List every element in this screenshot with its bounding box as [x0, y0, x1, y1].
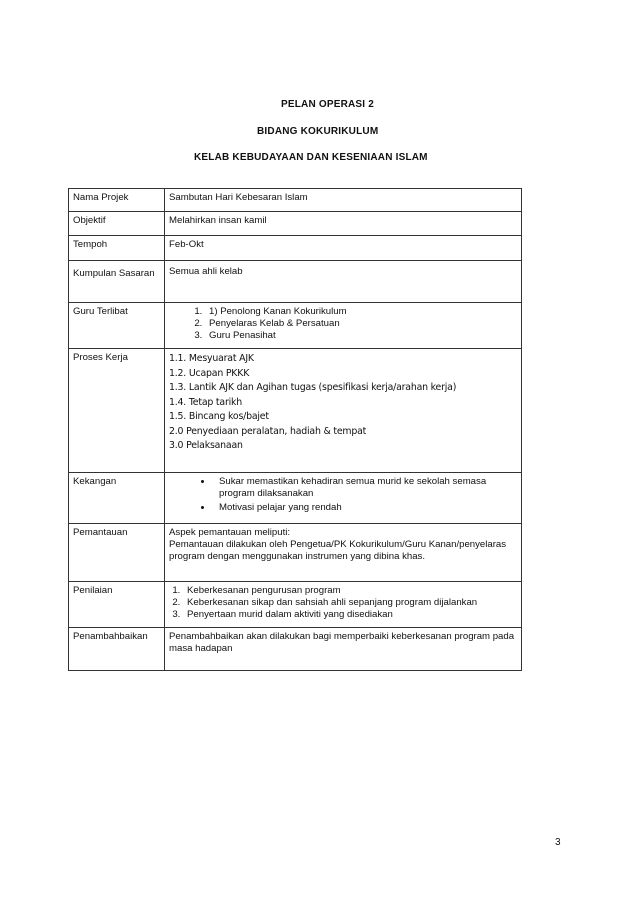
list-item: 2. Keberkesanan sikap dan sahsiah ahli sepanjang program dijalankan: [183, 597, 517, 609]
heading-field: BIDANG KOKURIKULUM: [257, 126, 379, 137]
penilaian-list: [169, 585, 517, 621]
row-nama-projek: [69, 189, 522, 212]
heading-club: KELAB KEBUDAYAAN DAN KESENIAAN ISLAM: [194, 152, 428, 163]
list-item: 1.5. Bincang kos/bajet: [169, 411, 269, 422]
list-item: • Sukar memastikan kehadiran semua murid ke sekolah semasa program dilaksanakan: [213, 476, 517, 500]
label-kumpulan-sasaran: Kumpulan Sasaran: [69, 261, 165, 303]
list-item: 1.4. Tetap tarikh: [169, 396, 242, 408]
row-guru-terlibat: [69, 303, 522, 349]
list-item: • Motivasi pelajar yang rendah: [213, 502, 517, 514]
row-tempoh: [69, 236, 522, 261]
value-objektif: Melahirkan insan kamil: [165, 212, 522, 236]
list-item: 1.1. Mesyuarat AJK: [169, 353, 254, 364]
label-kekangan: Kekangan: [69, 473, 165, 524]
label-proses-kerja: Proses Kerja: [69, 349, 165, 473]
row-kekangan: [69, 473, 522, 524]
pemantauan-description: Pemantauan dilakukan oleh Pengetua/PK Kokurikulum/Guru Kanan/penyelaras program dengan menggunakan instrumen yang dibina khas.: [169, 539, 507, 562]
row-pemantauan: [69, 524, 522, 582]
row-penambahbaikan: [69, 628, 522, 671]
list-item: 1.2. Ucapan PKKK: [169, 367, 250, 379]
list-item: 3. Guru Penasihat: [205, 330, 517, 342]
value-proses-kerja: [165, 349, 522, 473]
operation-plan-table: [68, 188, 522, 671]
kekangan-list: [169, 476, 517, 514]
label-objektif: Objektif: [69, 212, 165, 236]
label-pemantauan: Pemantauan: [69, 524, 165, 582]
page-number: 3: [555, 837, 561, 848]
list-item: 2.0 Penyediaan peralatan, hadiah & tempat: [169, 425, 367, 437]
value-penilaian: [165, 582, 522, 628]
list-item: 1.3. Lantik AJK dan Agihan tugas (spesifikasi kerja/arahan kerja): [169, 382, 457, 393]
value-pemantauan: [165, 524, 522, 582]
label-nama-projek: Nama Projek: [69, 189, 165, 212]
list-item: 3.0 Pelaksanaan: [169, 440, 243, 451]
label-guru-terlibat: Guru Terlibat: [69, 303, 165, 349]
row-penilaian: [69, 582, 522, 628]
list-item: 2. Penyelaras Kelab & Persatuan: [205, 318, 517, 330]
label-penambahbaikan: Penambahbaikan: [69, 628, 165, 671]
row-objektif: [69, 212, 522, 236]
row-kumpulan-sasaran: [69, 261, 522, 303]
label-penilaian: Penilaian: [69, 582, 165, 628]
heading-title: PELAN OPERASI 2: [281, 99, 375, 110]
label-tempoh: Tempoh: [69, 236, 165, 261]
value-guru-terlibat: [165, 303, 522, 349]
guru-list: [187, 306, 517, 342]
list-item: 1. Keberkesanan pengurusan program: [183, 585, 517, 597]
pemantauan-aspect: Aspek pemantauan meliputi:: [169, 527, 291, 538]
list-item: 1. 1) Penolong Kanan Kokurikulum: [205, 306, 517, 318]
list-item: 3. Penyertaan murid dalam aktiviti yang disediakan: [183, 609, 517, 621]
value-tempoh: Feb-Okt: [165, 236, 522, 261]
value-kekangan: [165, 473, 522, 524]
row-proses-kerja: [69, 349, 522, 473]
value-nama-projek: Sambutan Hari Kebesaran Islam: [165, 189, 522, 212]
value-kumpulan-sasaran: Semua ahli kelab: [165, 261, 522, 303]
value-penambahbaikan: Penambahbaikan akan dilakukan bagi memperbaiki keberkesanan program pada masa hadapan: [165, 628, 522, 671]
